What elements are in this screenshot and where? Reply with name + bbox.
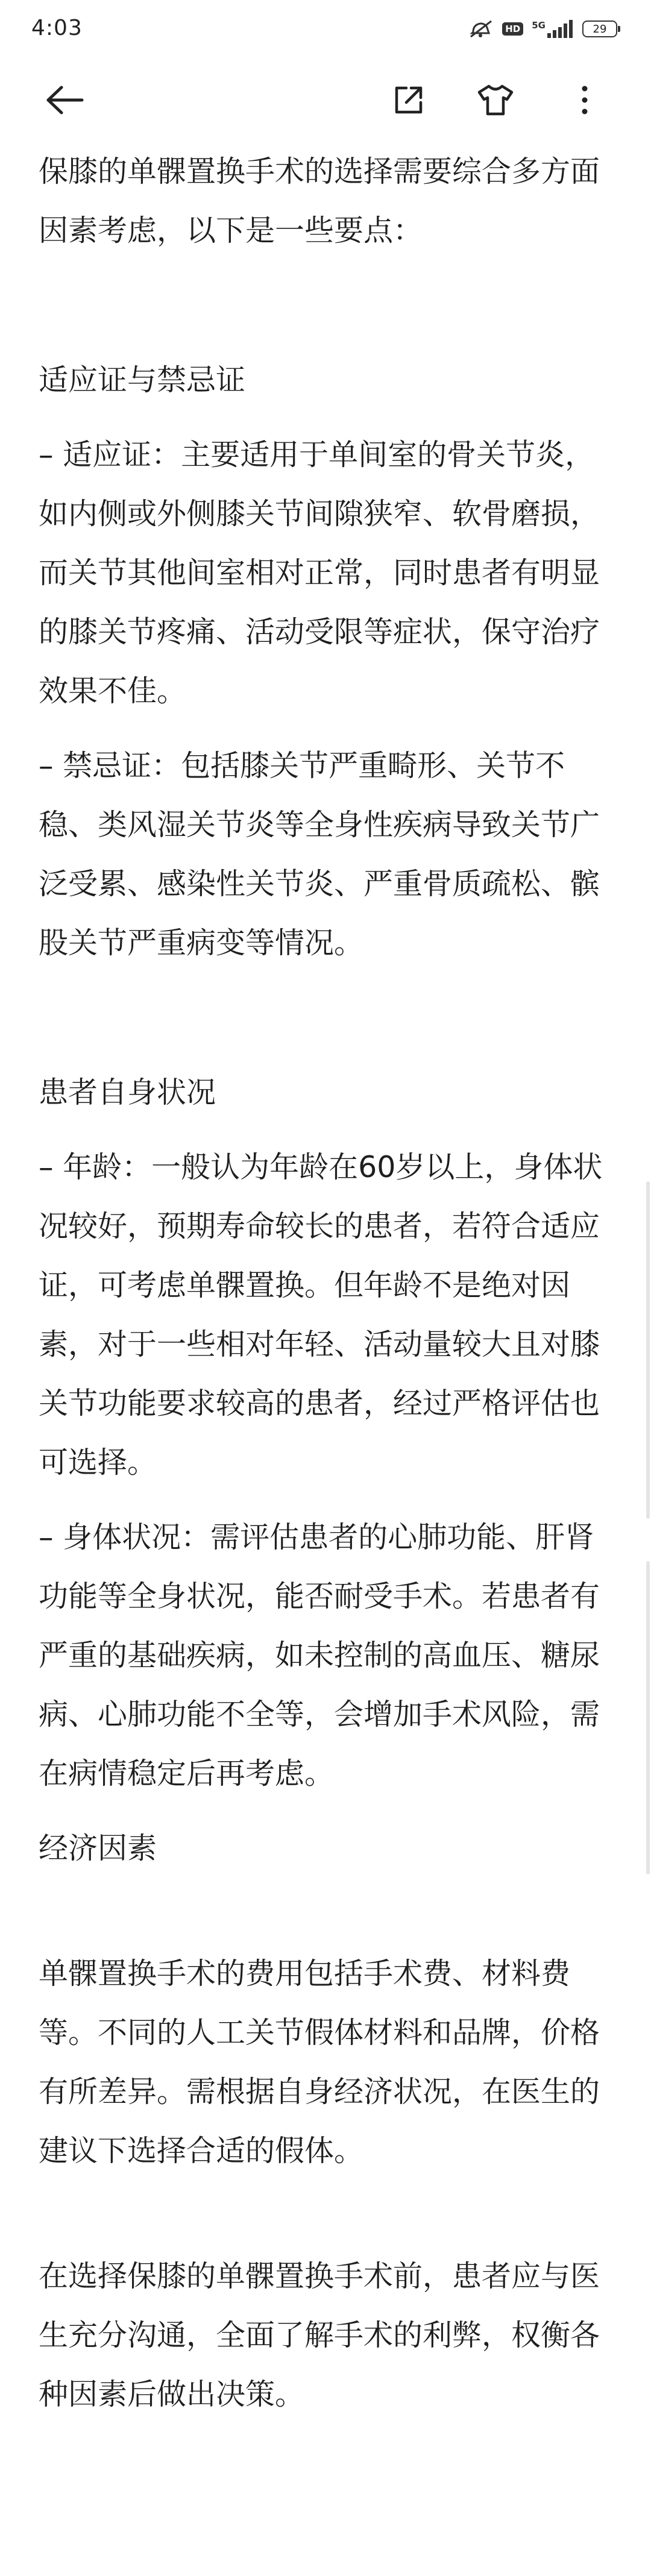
spacer <box>39 1803 612 1819</box>
spacer <box>39 410 612 426</box>
section-title-patient-condition: 患者自身状况 <box>39 1075 216 1110</box>
tshirt-icon <box>477 84 514 116</box>
paragraph-contraindications: – 禁忌证：包括膝关节严重畸形、关节不稳、类风湿关节炎等全身性疾病导致关节广泛受累、感染性关节炎、严重骨质疏松、髌股关节严重病变等情况。 <box>39 749 600 960</box>
spacer <box>39 1878 612 1944</box>
more-vertical-icon <box>580 85 589 115</box>
top-nav-bar <box>0 58 651 142</box>
section-title-economic: 经济因素 <box>39 1831 157 1865</box>
spacer <box>39 973 612 1063</box>
paragraph-physical-condition: – 身体状况：需评估患者的心肺功能、肝肾功能等全身状况，能否耐受手术。若患者有严重的基础疾病，如未控制的高血压、糖尿病、心肺功能不全等，会增加手术风险，需在病情稳定后再考虑。 <box>39 1520 600 1791</box>
paragraph-conclusion: 在选择保膝的单髁置换手术前，患者应与医生充分沟通，全面了解手术的利弊，权衡各种因素后做出决策。 <box>39 2259 600 2411</box>
share-external-icon <box>392 83 426 117</box>
paragraph-age: – 年龄：一般认为年龄在60岁以上，身体状况较好，预期寿命较长的患者，若符合适应证，可考虑单髁置换。但年龄不是绝对因素，对于一些相对年轻、活动量较大且对膝关节功能要求较高的患者，经过严格评估也可选择。 <box>39 1150 603 1480</box>
paragraph-indications: – 适应证：主要适用于单间室的骨关节炎，如内侧或外侧膝关节间隙狭窄、软骨磨损，而关节其他间室相对正常，同时患者有明显的膝关节疼痛、活动受限等症状，保守治疗效果不佳。 <box>39 438 600 708</box>
spacer <box>39 1122 612 1138</box>
network-label: 5G <box>532 20 546 31</box>
battery-level: 29 <box>593 22 607 36</box>
spacer <box>39 260 612 351</box>
article-body <box>39 142 612 2424</box>
do-not-disturb-icon <box>468 19 494 39</box>
back-button[interactable] <box>40 75 90 125</box>
arrow-left-icon <box>46 85 84 115</box>
more-button[interactable] <box>559 75 610 125</box>
share-button[interactable] <box>383 75 434 125</box>
hd-icon: HD <box>502 22 523 36</box>
spacer <box>39 1492 612 1508</box>
section-title-indications: 适应证与禁忌证 <box>39 363 246 397</box>
signal-5g-icon <box>532 20 574 38</box>
scrollbar-thumb[interactable] <box>646 1181 650 1519</box>
paragraph-economic: 单髁置换手术的费用包括手术费、材料费等。不同的人工关节假体材料和品牌，价格有所差异。需根据自身经济状况，在医生的建议下选择合适的假体。 <box>39 1956 600 2168</box>
status-time: 4:03 <box>31 16 83 40</box>
status-icons <box>468 17 617 41</box>
shirt-button[interactable] <box>470 75 521 125</box>
spacer <box>39 2181 612 2247</box>
spacer <box>39 721 612 737</box>
scrollbar-track-segment <box>646 1561 650 1874</box>
article-intro: 保膝的单髁置换手术的选择需要综合多方面因素考虑，以下是一些要点： <box>39 154 600 248</box>
battery-icon <box>582 20 617 37</box>
status-bar <box>0 0 651 58</box>
